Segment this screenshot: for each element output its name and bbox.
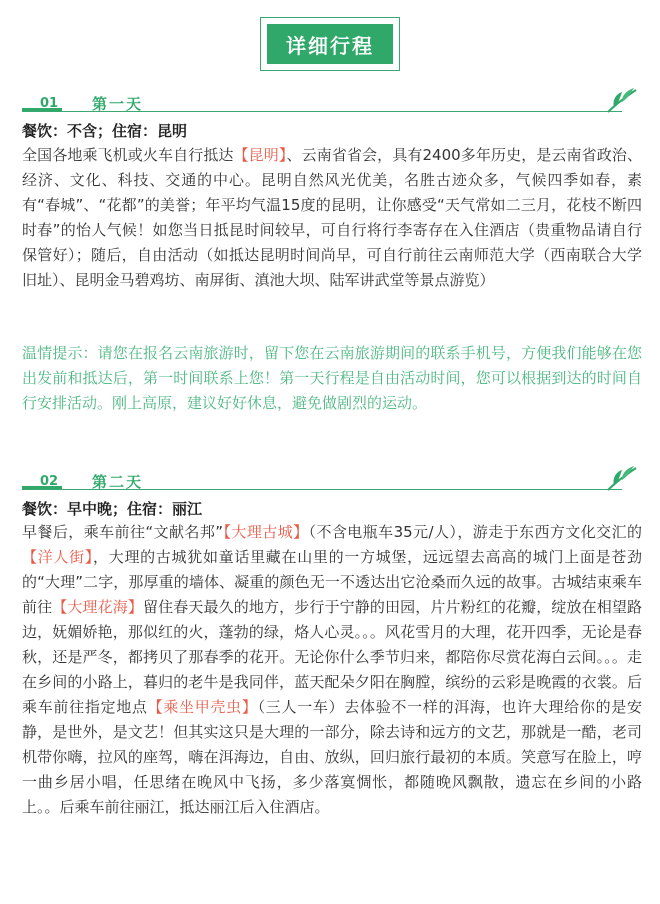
text-segment: 、云南省省会，具有2400多年历史，是云南省政治、经济、文化、科技、交通的中心。昆明自然风光优美，名胜古迹众多，气候四季如春，素有“春城”、“花都”的美誉；年平均气温15度的昆明，让你感受“天气常如二三月，花枝不断四时春”的怡人气候！如您当日抵昆时间较早，可自行将行李寄存在入住酒店（贵重物品请自行保管好）；随后，自由活动（如抵达昆明时间尚早，可自行前往云南师范大学（西南联合大学旧址）、昆明金马碧鸡坊、南屏街、滇池大坝、陆军讲武堂等景点游览）	[22, 146, 642, 289]
day-1-title: 第一天	[92, 95, 144, 113]
bamboo-leaves-icon	[606, 464, 640, 494]
day-1-description	[22, 143, 642, 293]
bamboo-leaves-icon	[606, 86, 640, 116]
text-segment: 全国各地乘飞机或火车自行抵达	[22, 146, 234, 164]
page-title-frame	[260, 17, 400, 71]
text-segment: 留住春天最久的地方，步行于宁静的田园，片片粉红的花瓣，绽放在相望路边，妩媚娇艳，那似红的火，蓬勃的绿，烙人心灵。。。风花雪月的大理，花开四季，无论是春秋，还是严冬，都拷贝了那春季的花开。无论你什么季节归来，都陪你尽赏花海白云间。。。走在乡间的小路上，暮归的老牛是我同伴，蓝天配朵夕阳在胸膛，缤纷的云彩是晚霞的衣裳。后乘车前往指定地点	[22, 598, 642, 716]
page-title: 详细行程	[267, 24, 393, 64]
day-2-number: 02	[40, 474, 59, 489]
day-1-meals: 餐饮：不含；住宿：昆明	[22, 122, 188, 140]
day-2-title: 第二天	[92, 473, 144, 491]
day-1-number: 01	[40, 96, 59, 111]
text-segment: ，大理的古城犹如童话里藏在山里的一方城堡，远远望去高高的城门上面是苍劲的“大理”二字，那厚重的墙体、凝重的颜色无一不透达出它沧桑而久远的故事。古城结束乘车前往	[22, 548, 642, 616]
text-segment: （三人一车）去体验不一样的洱海，也许大理给你的是安静，是世外，是文艺！但其实这只是大理的一部分，除去诗和远方的文艺，那就是一酷，老司机带你嗨，拉风的座驾，嗨在洱海边，自由、放纵，回归旅行最初的本质。笑意写在脸上，哼一曲乡居小唱，任思绪在晚风中飞扬，多少落寞惆怅，都随晚风飘散，遗忘在乡间的小路上。。后乘车前往丽江，抵达丽江后入住酒店。	[22, 698, 642, 816]
day-2-meals: 餐饮：早中晚；住宿：丽江	[22, 500, 203, 518]
highlight-kunming: 【昆明】	[233, 146, 287, 164]
highlight-foreigner-street: 【洋人街】	[22, 548, 94, 566]
highlight-beetle-car: 【乘坐甲壳虫】	[147, 698, 258, 716]
day-2-header	[0, 474, 660, 500]
day-1-tip: 温情提示：请您在报名云南旅游时，留下您在云南旅游期间的联系手机号，方便我们能够在您出发前和抵达后，第一时间联系上您！第一天行程是自由活动时间，您可以根据到达的时间自行安排活动。刚上高原，建议好好休息，避免做剧烈的运动。	[22, 344, 642, 412]
text-segment: （不含电瓶车35元/人），游走于东西方文化交汇的	[308, 523, 642, 541]
highlight-dali-old-town: 【大理古城】	[223, 523, 309, 541]
day-1-header	[0, 96, 660, 122]
text-segment: 早餐后，乘车前往“文献名邦”	[22, 523, 224, 541]
highlight-dali-flower-sea: 【大理花海】	[52, 598, 143, 616]
day-2-description	[22, 520, 642, 820]
